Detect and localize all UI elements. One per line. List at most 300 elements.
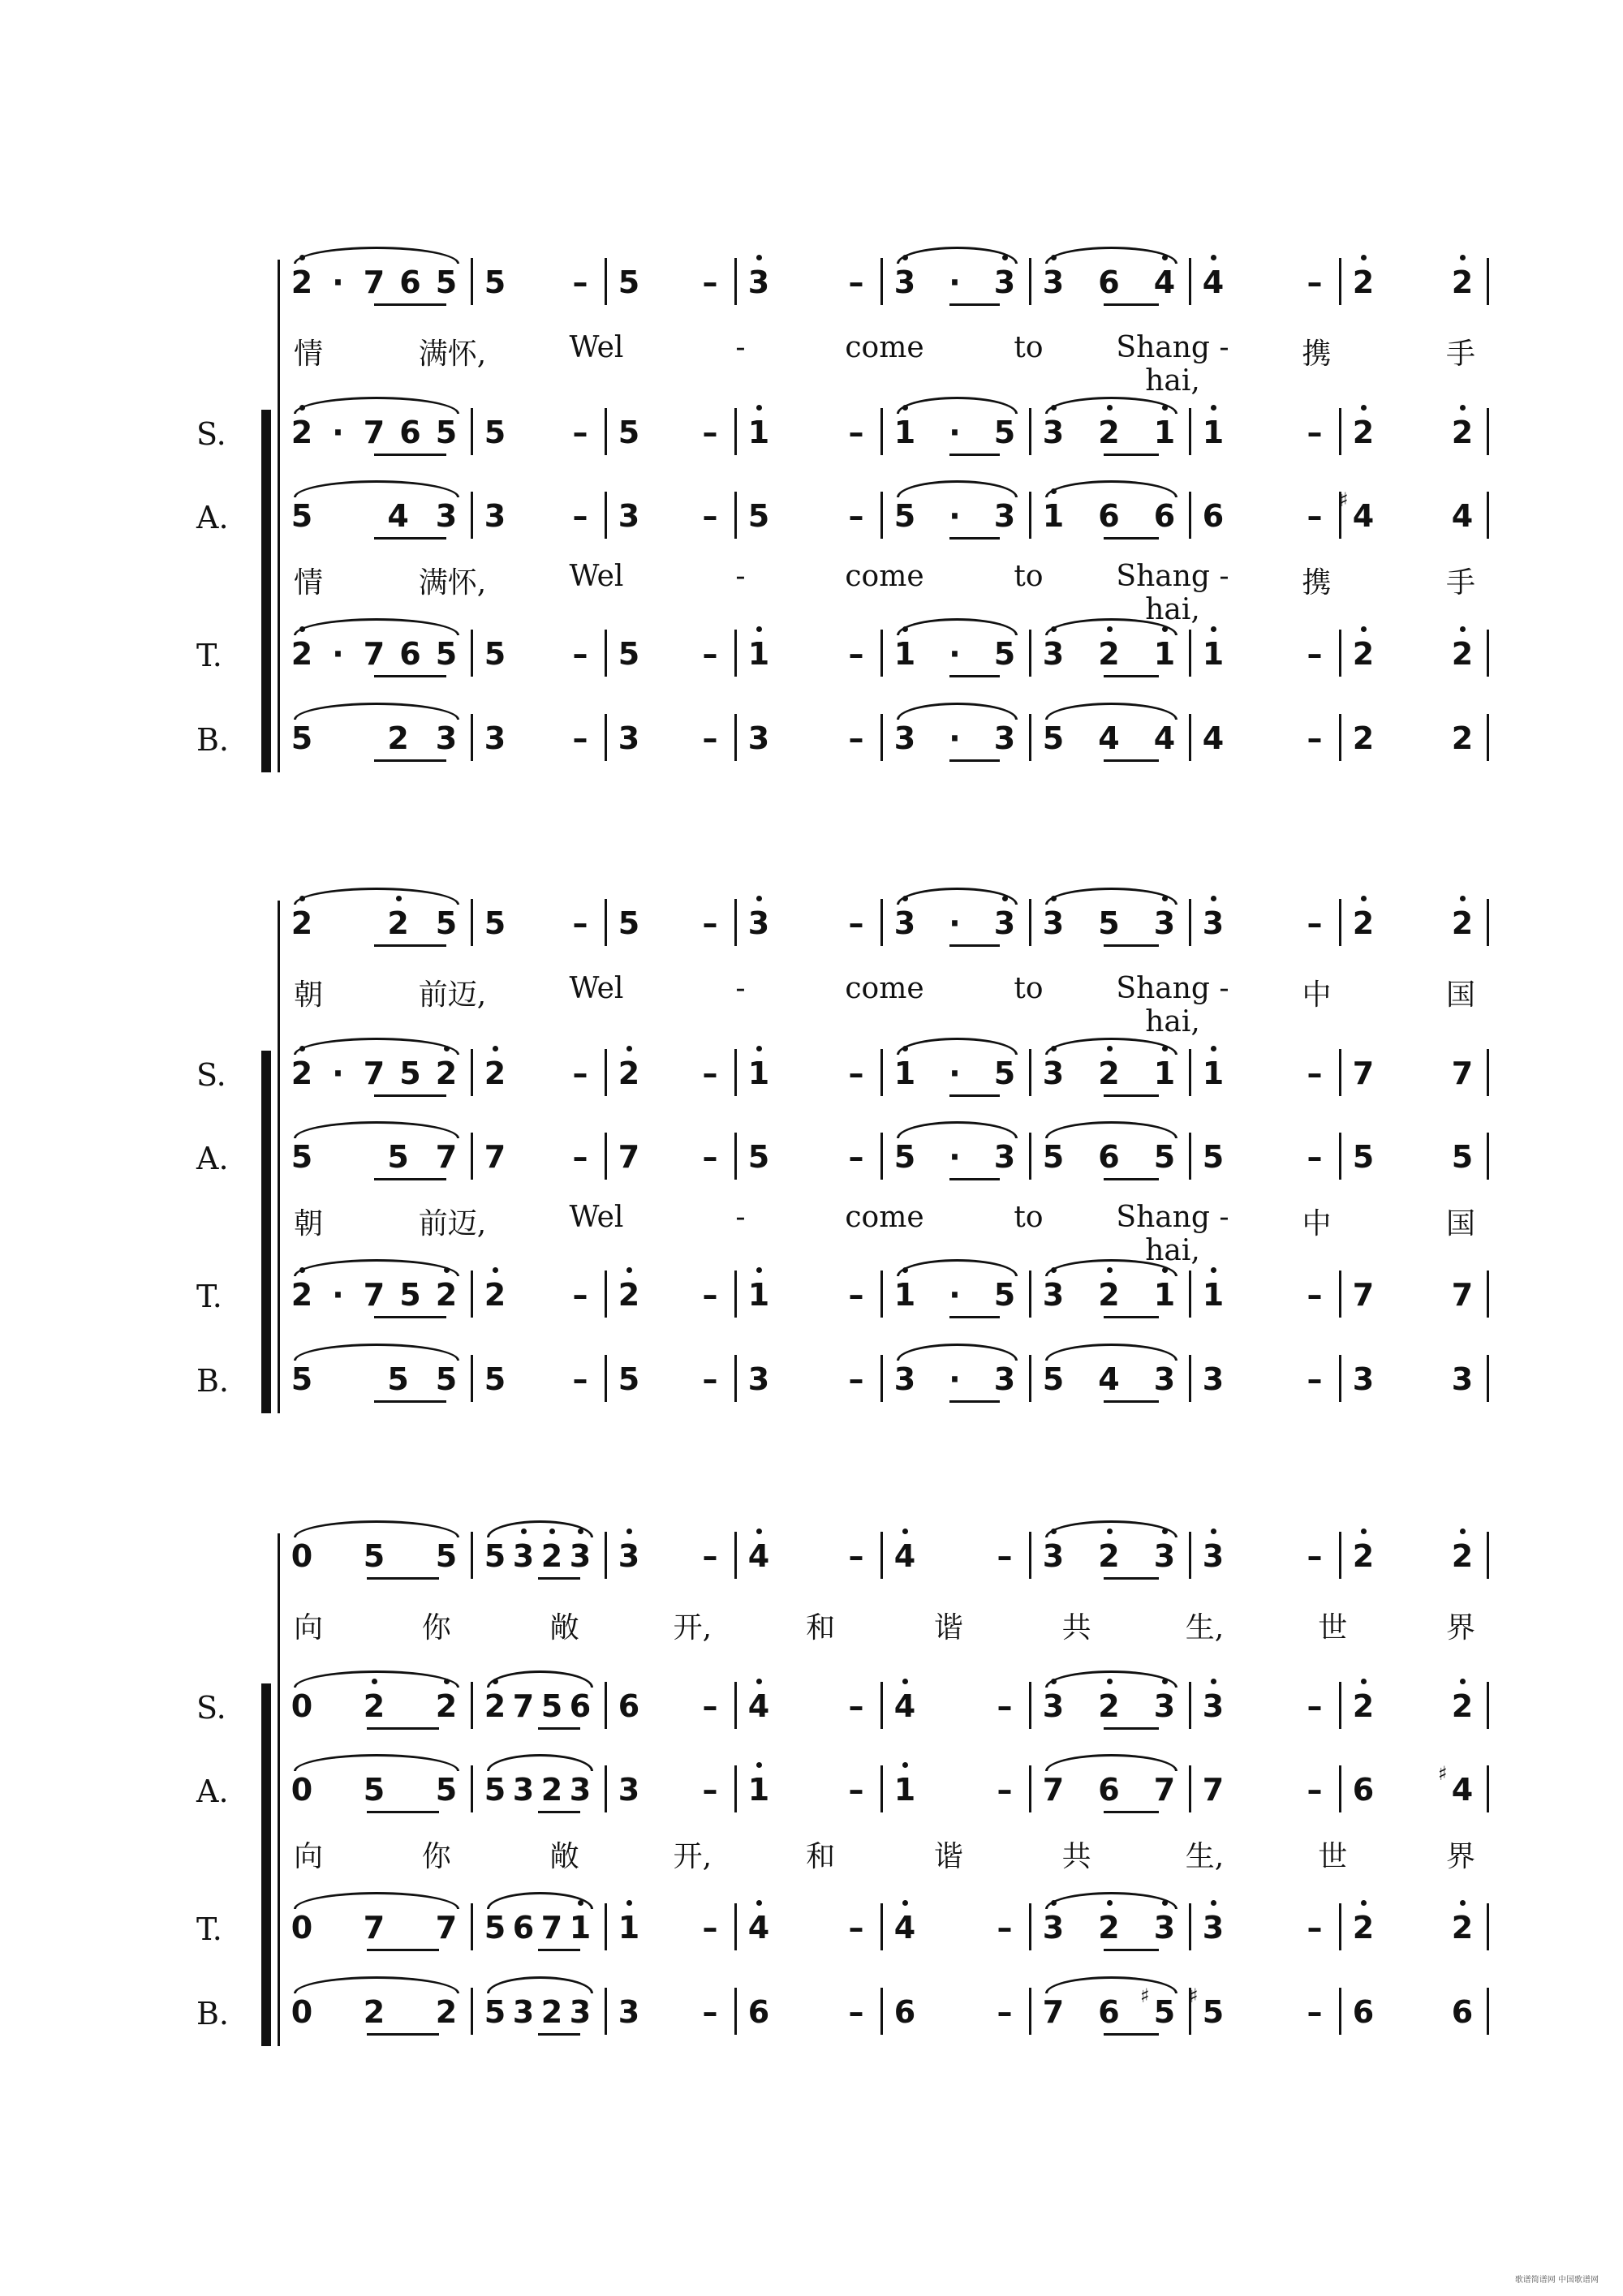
lyric-syllable: 和 — [806, 1611, 836, 1645]
voice-label: S. — [196, 1690, 226, 1726]
bar-line — [734, 630, 737, 677]
octave-dot — [1211, 1679, 1216, 1684]
note: – — [848, 1277, 864, 1313]
bar-line — [1339, 408, 1341, 455]
bar-line — [1189, 1903, 1191, 1950]
beam-underline — [374, 675, 446, 677]
bar-line — [471, 1903, 473, 1950]
note: 5 — [993, 1277, 1016, 1313]
note: 3 — [893, 264, 916, 300]
beam-underline — [1104, 675, 1160, 677]
beam-underline — [374, 537, 446, 540]
lyric-syllable: 国 — [1445, 1207, 1475, 1240]
note: 3 — [893, 1361, 916, 1397]
octave-dot — [756, 405, 762, 411]
note: 3 — [747, 720, 770, 756]
bar-line — [1029, 1355, 1031, 1402]
note: 0 — [291, 1994, 313, 2030]
note: 4 — [1153, 720, 1176, 756]
note: 1 — [747, 636, 770, 672]
note: 5 — [618, 905, 640, 941]
note: 5 — [291, 720, 313, 756]
note: – — [848, 415, 864, 450]
lyric-syllable: 手 — [1445, 338, 1475, 371]
note: – — [1307, 1139, 1323, 1175]
note: 2 — [1451, 1910, 1474, 1946]
slur — [294, 397, 459, 414]
bar-line — [1487, 899, 1489, 946]
note: 2 — [1451, 720, 1474, 756]
note: 6 — [399, 264, 421, 300]
voice-label: S. — [196, 416, 226, 452]
note: 5 — [993, 415, 1016, 450]
bar-line — [1189, 492, 1191, 539]
note: 2 — [387, 905, 409, 941]
note: · — [949, 1139, 961, 1175]
note: – — [702, 720, 718, 756]
bar-line — [880, 408, 883, 455]
note: 7 — [363, 415, 385, 450]
lyric-syllable: to — [1014, 560, 1044, 593]
voice-label: B. — [196, 1996, 230, 2032]
note: 2 — [1352, 1688, 1375, 1724]
note: 2 — [1352, 1910, 1375, 1946]
voice-label: A. — [196, 500, 229, 535]
note: 5 — [387, 1361, 409, 1397]
footer-watermark: 歌谱简谱网 中国歌谱网 — [1514, 2276, 1599, 2285]
bar-line — [1487, 408, 1489, 455]
note: – — [702, 1056, 718, 1091]
note: 3 — [1153, 1910, 1176, 1946]
lyric-syllable: 携 — [1302, 566, 1332, 600]
bar-line — [605, 1355, 607, 1402]
note: 3 — [993, 498, 1016, 534]
beam-underline — [538, 1727, 581, 1730]
note: 2 — [1352, 1538, 1375, 1574]
bar-line — [471, 1133, 473, 1180]
note: 7 — [363, 1277, 385, 1313]
slur — [487, 1976, 593, 1993]
note: 6 — [893, 1994, 916, 2030]
note: 5 — [747, 498, 770, 534]
lyric-syllable: 敞 — [549, 1611, 579, 1645]
note: 5 — [1451, 1139, 1474, 1175]
note: 3 — [1153, 1688, 1176, 1724]
lyric-syllable: - — [735, 972, 746, 1005]
bar-line — [471, 899, 473, 946]
lyric-syllable: 开, — [673, 1611, 712, 1645]
beam-underline — [949, 454, 1000, 456]
note: 7 — [1352, 1277, 1375, 1313]
sharp-accidental: ♯ — [1438, 1762, 1448, 1785]
note: 2 — [1451, 264, 1474, 300]
note: 3 — [1202, 1688, 1225, 1724]
note: 6 — [399, 415, 421, 450]
octave-dot — [1361, 405, 1367, 411]
beam-underline — [1104, 1400, 1160, 1403]
note: 5 — [435, 636, 458, 672]
slur — [1045, 1344, 1177, 1361]
octave-dot — [756, 1046, 762, 1051]
voice-label: S. — [196, 1057, 226, 1093]
note: 3 — [1042, 1688, 1065, 1724]
octave-dot — [756, 1762, 762, 1768]
bar-line — [471, 408, 473, 455]
note: 5 — [484, 264, 506, 300]
beam-underline — [367, 1577, 439, 1580]
octave-dot — [1361, 626, 1367, 632]
note: 2 — [435, 1994, 458, 2030]
slur — [1045, 1754, 1177, 1771]
octave-dot — [1211, 896, 1216, 901]
octave-dot — [1361, 255, 1367, 260]
beam-underline — [367, 1811, 439, 1813]
beam-underline — [949, 1316, 1000, 1318]
bar-line — [1029, 714, 1031, 761]
bar-line — [734, 1049, 737, 1096]
slur — [294, 1670, 459, 1688]
slur — [897, 1121, 1018, 1138]
note: 7 — [484, 1139, 506, 1175]
sharp-accidental: ♯ — [1140, 1984, 1150, 2007]
slur — [487, 1520, 593, 1537]
note: 2 — [1098, 1277, 1120, 1313]
note: 5 — [484, 636, 506, 672]
bar-line — [880, 714, 883, 761]
beam-underline — [367, 1949, 439, 1951]
bar-line — [1189, 1049, 1191, 1096]
slur — [294, 888, 459, 905]
octave-dot — [1460, 896, 1466, 901]
note: 5 — [291, 498, 313, 534]
octave-dot — [902, 1679, 908, 1684]
lyric-syllable: 中 — [1302, 1207, 1332, 1240]
slur — [897, 247, 1018, 264]
bar-line — [734, 1765, 737, 1812]
note: 6 — [747, 1994, 770, 2030]
slur — [294, 1976, 459, 1993]
bar-line — [734, 1133, 737, 1180]
note: 4 — [893, 1688, 916, 1724]
beam-underline — [1104, 1316, 1160, 1318]
octave-dot — [756, 896, 762, 901]
beam-underline — [374, 1316, 446, 1318]
slur — [294, 1344, 459, 1361]
bar-line — [734, 258, 737, 305]
slur — [1045, 247, 1177, 264]
octave-dot — [1211, 255, 1216, 260]
note: 2 — [540, 1994, 563, 2030]
voice-label: B. — [196, 1363, 230, 1399]
note: · — [332, 1056, 344, 1091]
note: 7 — [435, 1139, 458, 1175]
lyric-syllable: Wel — [569, 331, 624, 364]
slur — [897, 1344, 1018, 1361]
slur — [1045, 888, 1177, 905]
lyric-syllable: Wel — [569, 560, 624, 593]
bar-line — [1029, 1532, 1031, 1579]
note: 5 — [435, 1772, 458, 1808]
bar-line — [880, 1988, 883, 2035]
note: · — [949, 264, 961, 300]
lyric-syllable: 满怀, — [418, 338, 487, 371]
beam-underline — [1104, 1178, 1160, 1180]
octave-dot — [626, 1267, 632, 1273]
note: 3 — [618, 1994, 640, 2030]
bar-line — [1029, 1765, 1031, 1812]
note: 5 — [1042, 1361, 1065, 1397]
note: – — [702, 1277, 718, 1313]
note: 5 — [893, 1139, 916, 1175]
note: 5 — [387, 1139, 409, 1175]
bar-line — [471, 492, 473, 539]
bar-line — [1029, 1682, 1031, 1729]
note: 6 — [1098, 1772, 1120, 1808]
note: 6 — [1352, 1994, 1375, 2030]
note: – — [848, 636, 864, 672]
bar-line — [1189, 899, 1191, 946]
note: 5 — [435, 415, 458, 450]
note: 6 — [512, 1910, 535, 1946]
note: 2 — [291, 905, 313, 941]
note: 5 — [1042, 720, 1065, 756]
bar-line — [1029, 630, 1031, 677]
note: 5 — [484, 1772, 506, 1808]
lyric-syllable: 谐 — [933, 1611, 963, 1645]
lyric-syllable: 前迈, — [418, 1207, 487, 1240]
octave-dot — [1211, 1046, 1216, 1051]
note: 3 — [512, 1538, 535, 1574]
note: 3 — [1202, 1910, 1225, 1946]
note: – — [1307, 1277, 1323, 1313]
octave-dot — [902, 1762, 908, 1768]
note: – — [848, 905, 864, 941]
beam-underline — [538, 1811, 581, 1813]
note: 2 — [435, 1688, 458, 1724]
note: 4 — [747, 1688, 770, 1724]
sharp-accidental: ♯ — [1339, 488, 1349, 511]
bar-line — [471, 714, 473, 761]
note: 5 — [1202, 1994, 1225, 2030]
note: · — [332, 415, 344, 450]
octave-dot — [1361, 1529, 1367, 1534]
note: 2 — [484, 1688, 506, 1724]
bar-line — [1487, 1049, 1489, 1096]
note: 3 — [893, 905, 916, 941]
note: 3 — [1352, 1361, 1375, 1397]
note: – — [848, 1910, 864, 1946]
note: 4 — [1098, 1361, 1120, 1397]
lyric-syllable: Shang - hai, — [1116, 1201, 1229, 1267]
slur — [1045, 397, 1177, 414]
bar-line — [734, 408, 737, 455]
note: 3 — [618, 720, 640, 756]
beam-underline — [1104, 537, 1160, 540]
beam-underline — [1104, 1727, 1160, 1730]
beam-underline — [374, 1178, 446, 1180]
note: 1 — [893, 415, 916, 450]
note: 5 — [540, 1688, 563, 1724]
note: 3 — [512, 1772, 535, 1808]
note: 1 — [1202, 1056, 1225, 1091]
voice-label: T. — [196, 1911, 222, 1947]
note: 3 — [569, 1994, 592, 2030]
note: 1 — [1153, 415, 1176, 450]
note: 4 — [1451, 498, 1474, 534]
bar-line — [734, 1271, 737, 1318]
bar-line — [1339, 899, 1341, 946]
note: 1 — [747, 1772, 770, 1808]
octave-dot — [1211, 1529, 1216, 1534]
note: 3 — [1153, 1361, 1176, 1397]
note: 6 — [1098, 1994, 1120, 2030]
note: 7 — [512, 1688, 535, 1724]
slur — [487, 1670, 593, 1688]
note: – — [1307, 415, 1323, 450]
note: · — [949, 1277, 961, 1313]
slur — [1045, 1976, 1177, 1993]
bar-line — [734, 1682, 737, 1729]
bar-line — [605, 258, 607, 305]
voice-label: B. — [196, 722, 230, 758]
lyric-syllable: 界 — [1445, 1611, 1475, 1645]
octave-dot — [1460, 255, 1466, 260]
bar-line — [1487, 492, 1489, 539]
beam-underline — [1104, 759, 1160, 762]
lyric-syllable: 手 — [1445, 566, 1475, 600]
note: 2 — [1098, 1056, 1120, 1091]
bar-line — [1487, 1988, 1489, 2035]
lyric-syllable: 谐 — [933, 1840, 963, 1873]
lyric-syllable: 敞 — [549, 1840, 579, 1873]
lyric-syllable: 携 — [1302, 338, 1332, 371]
bar-line — [1189, 630, 1191, 677]
slur — [294, 1121, 459, 1138]
lyric-syllable: to — [1014, 1201, 1044, 1234]
note: 6 — [1451, 1994, 1474, 2030]
bar-line — [880, 1049, 883, 1096]
bar-line — [1029, 899, 1031, 946]
slur — [294, 618, 459, 635]
note: · — [949, 1361, 961, 1397]
beam-underline — [1104, 1811, 1160, 1813]
slur — [1045, 1121, 1177, 1138]
note: – — [997, 1688, 1013, 1724]
note: 3 — [993, 720, 1016, 756]
bar-line — [471, 1355, 473, 1402]
note: – — [997, 1910, 1013, 1946]
bar-line — [1029, 1049, 1031, 1096]
beam-underline — [538, 1577, 581, 1580]
note: – — [997, 1538, 1013, 1574]
note: 2 — [291, 264, 313, 300]
slur — [294, 1259, 459, 1276]
octave-dot — [1211, 626, 1216, 632]
note: – — [572, 1056, 588, 1091]
bar-line — [1339, 1988, 1341, 2035]
note: 5 — [1153, 1994, 1176, 2030]
note: – — [848, 1538, 864, 1574]
note: 2 — [1451, 636, 1474, 672]
note: – — [702, 264, 718, 300]
note: – — [848, 1772, 864, 1808]
octave-dot — [756, 1529, 762, 1534]
lyric-syllable: to — [1014, 972, 1044, 1005]
bar-line — [880, 1765, 883, 1812]
note: 5 — [893, 498, 916, 534]
note: – — [1307, 1056, 1323, 1091]
lyric-syllable: 情 — [293, 566, 323, 600]
note: – — [1307, 498, 1323, 534]
note: – — [572, 636, 588, 672]
note: – — [572, 1277, 588, 1313]
note: 5 — [399, 1277, 421, 1313]
bar-line — [1189, 1355, 1191, 1402]
bar-line — [880, 1271, 883, 1318]
bar-line — [605, 899, 607, 946]
note: – — [572, 1139, 588, 1175]
lyric-syllable: 向 — [293, 1840, 323, 1873]
bar-line — [1029, 258, 1031, 305]
beam-underline — [367, 1727, 439, 1730]
lyric-syllable: 生, — [1185, 1840, 1225, 1873]
note: 5 — [1042, 1139, 1065, 1175]
note: 3 — [747, 264, 770, 300]
note: 4 — [893, 1910, 916, 1946]
bar-line — [880, 1133, 883, 1180]
note: – — [702, 498, 718, 534]
lyric-syllable: 你 — [421, 1840, 451, 1873]
note: – — [702, 1538, 718, 1574]
note: 2 — [484, 1277, 506, 1313]
lyric-syllable: - — [735, 331, 746, 364]
note: 2 — [435, 1277, 458, 1313]
lyric-syllable: come — [845, 560, 924, 593]
octave-dot — [1361, 1900, 1367, 1906]
note: 3 — [993, 1139, 1016, 1175]
note: 2 — [1451, 415, 1474, 450]
bar-line — [1189, 1765, 1191, 1812]
bar-line — [1189, 1682, 1191, 1729]
note: 3 — [1042, 415, 1065, 450]
note: – — [1307, 1994, 1323, 2030]
bar-line — [1029, 1271, 1031, 1318]
note: – — [1307, 1772, 1323, 1808]
note: 6 — [618, 1688, 640, 1724]
bar-line — [605, 492, 607, 539]
note: 2 — [363, 1994, 385, 2030]
note: – — [702, 1139, 718, 1175]
slur — [897, 397, 1018, 414]
bar-line — [1339, 1133, 1341, 1180]
voice-label: T. — [196, 638, 222, 673]
note: – — [572, 1361, 588, 1397]
note: 7 — [1451, 1277, 1474, 1313]
note: 5 — [291, 1139, 313, 1175]
note: 5 — [484, 415, 506, 450]
note: 3 — [435, 498, 458, 534]
note: 5 — [484, 1910, 506, 1946]
voice-label: A. — [196, 1141, 229, 1176]
note: – — [997, 1772, 1013, 1808]
bar-line — [605, 1765, 607, 1812]
note: – — [848, 1994, 864, 2030]
note: 3 — [484, 720, 506, 756]
note: – — [997, 1994, 1013, 2030]
note: · — [949, 498, 961, 534]
note: 7 — [363, 1056, 385, 1091]
octave-dot — [1211, 1267, 1216, 1273]
